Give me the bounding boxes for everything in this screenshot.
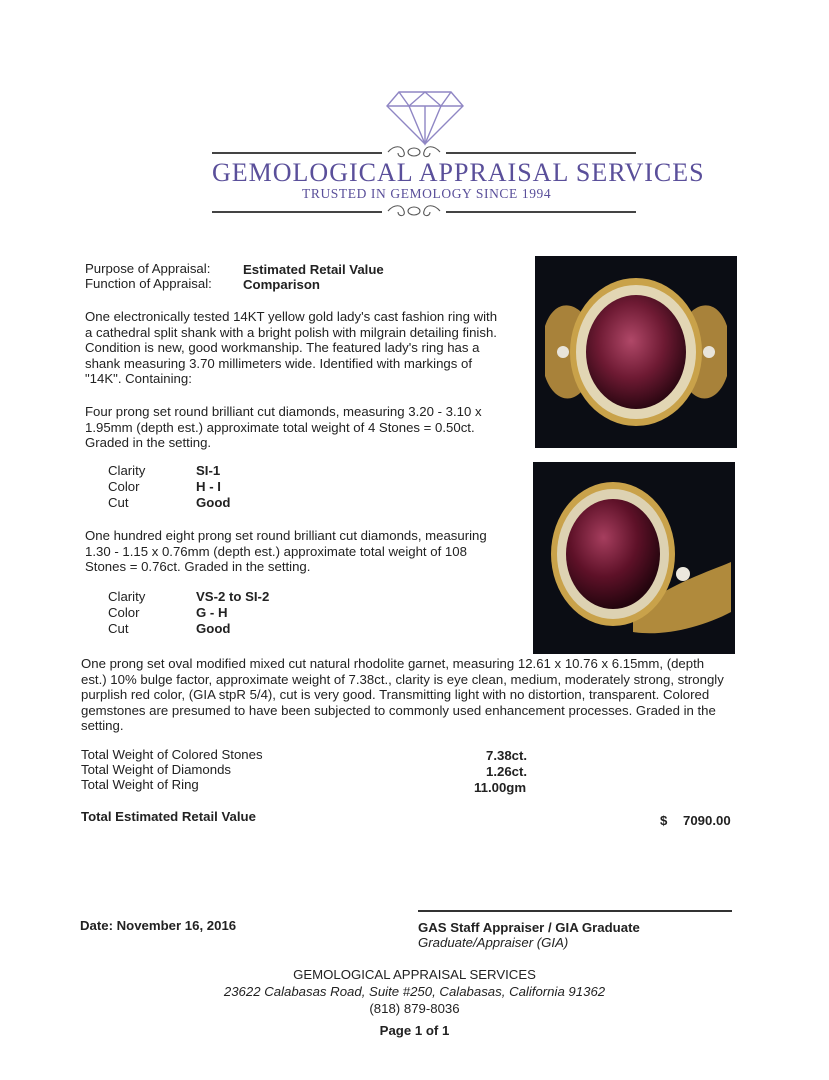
total-colored-value: 7.38ct.: [486, 748, 528, 763]
diamond-logo-icon: [385, 88, 465, 146]
company-name: GEMOLOGICAL APPRAISAL SERVICES: [212, 158, 705, 187]
retail-amount: 7090.00: [683, 813, 731, 828]
grade-label: Clarity: [108, 463, 146, 478]
grade-value: H - I: [196, 479, 221, 494]
grade-value: Good: [196, 621, 231, 636]
grade-row-cut: [108, 495, 230, 511]
total-diamonds-label: Total Weight of Diamonds: [81, 762, 232, 777]
stone-group-1-grades: [108, 463, 230, 511]
function-value: Comparison: [243, 277, 320, 292]
function-label: Function of Appraisal:: [85, 276, 212, 291]
purpose-value: Estimated Retail Value: [243, 262, 384, 277]
footer-phone: (818) 879-8036: [369, 1001, 460, 1016]
grade-label: Clarity: [108, 589, 146, 604]
footer: [0, 966, 829, 1039]
page-number: Page 1 of 1: [379, 1023, 450, 1038]
grade-row-color: [108, 605, 269, 621]
grade-value: Good: [196, 495, 231, 510]
stone-group-1-text: Four prong set round brilliant cut diamonds, measuring 3.20 - 3.10 x 1.95mm (depth est.) approximate total weight of 4 Stones = 0.50ct. Graded in the setting.: [85, 404, 482, 450]
grade-row-clarity: [108, 463, 230, 479]
scroll-ornament-icon: [384, 202, 444, 220]
stone-group-2-grades: [108, 589, 269, 637]
total-diamonds-value: 1.26ct.: [486, 764, 528, 779]
ring-photo-top: [535, 256, 737, 448]
appraisal-date: Date: November 16, 2016: [80, 918, 237, 933]
total-ring-value: 11.00gm: [474, 780, 527, 795]
ring-photo-angle: [533, 462, 735, 654]
signature-subtitle: Graduate/Appraiser (GIA): [418, 935, 569, 950]
stone-group-2-text: One hundred eight prong set round brilliant cut diamonds, measuring 1.30 - 1.15 x 0.76mm (depth est.) approximate total weight of 108 Stones = 0.76ct. Graded in the setting.: [85, 528, 487, 574]
retail-currency: $: [660, 813, 668, 828]
total-ring-label: Total Weight of Ring: [81, 777, 199, 792]
grade-row-cut: [108, 621, 269, 637]
signature-line: [418, 910, 732, 912]
company-tagline: TRUSTED IN GEMOLOGY SINCE 1994: [302, 186, 552, 201]
header-rule-left-bottom: [212, 211, 382, 213]
center-stone-text: One prong set oval modified mixed cut natural rhodolite garnet, measuring 12.61 x 10.76 x 6.15mm, (depth est.) 10% bulge factor, approximate weight of 7.38ct., clarity is eye clean, medium, moderately strong, strongly purplish red color, (GIA stpR 5/4), cut is very good. Transmitting light with no distortion, transparent. Colored gemstones are presumed to have been subjected to commonly used enhancement processes. Graded in the setting.: [81, 656, 724, 733]
retail-value-label: Total Estimated Retail Value: [81, 809, 256, 824]
purpose-label: Purpose of Appraisal:: [85, 261, 211, 276]
footer-address: 23622 Calabasas Road, Suite #250, Calabasas, California 91362: [223, 984, 606, 999]
grade-value: SI-1: [196, 463, 221, 478]
grade-row-color: [108, 479, 230, 495]
header-rule-right: [446, 152, 636, 154]
header-rule-right-bottom: [446, 211, 636, 213]
grade-label: Cut: [108, 495, 129, 510]
grade-row-clarity: [108, 589, 269, 605]
grade-label: Cut: [108, 621, 129, 636]
grade-label: Color: [108, 479, 140, 494]
footer-company: GEMOLOGICAL APPRAISAL SERVICES: [293, 967, 536, 982]
grade-value: G - H: [196, 605, 228, 620]
total-colored-label: Total Weight of Colored Stones: [81, 747, 263, 762]
header-rule-left: [212, 152, 382, 154]
grade-value: VS-2 to SI-2: [196, 589, 270, 604]
signature-title: GAS Staff Appraiser / GIA Graduate: [418, 920, 640, 935]
grade-label: Color: [108, 605, 140, 620]
ring-description: One electronically tested 14KT yellow gold lady's cast fashion ring with a cathedral split shank with a bright polish with milgrain detailing finish. Condition is new, good workmanship. The featured lady's ring has a shank measuring 3.70 millimeters wide. Identified with markings of "14K". Containing:: [85, 309, 498, 386]
